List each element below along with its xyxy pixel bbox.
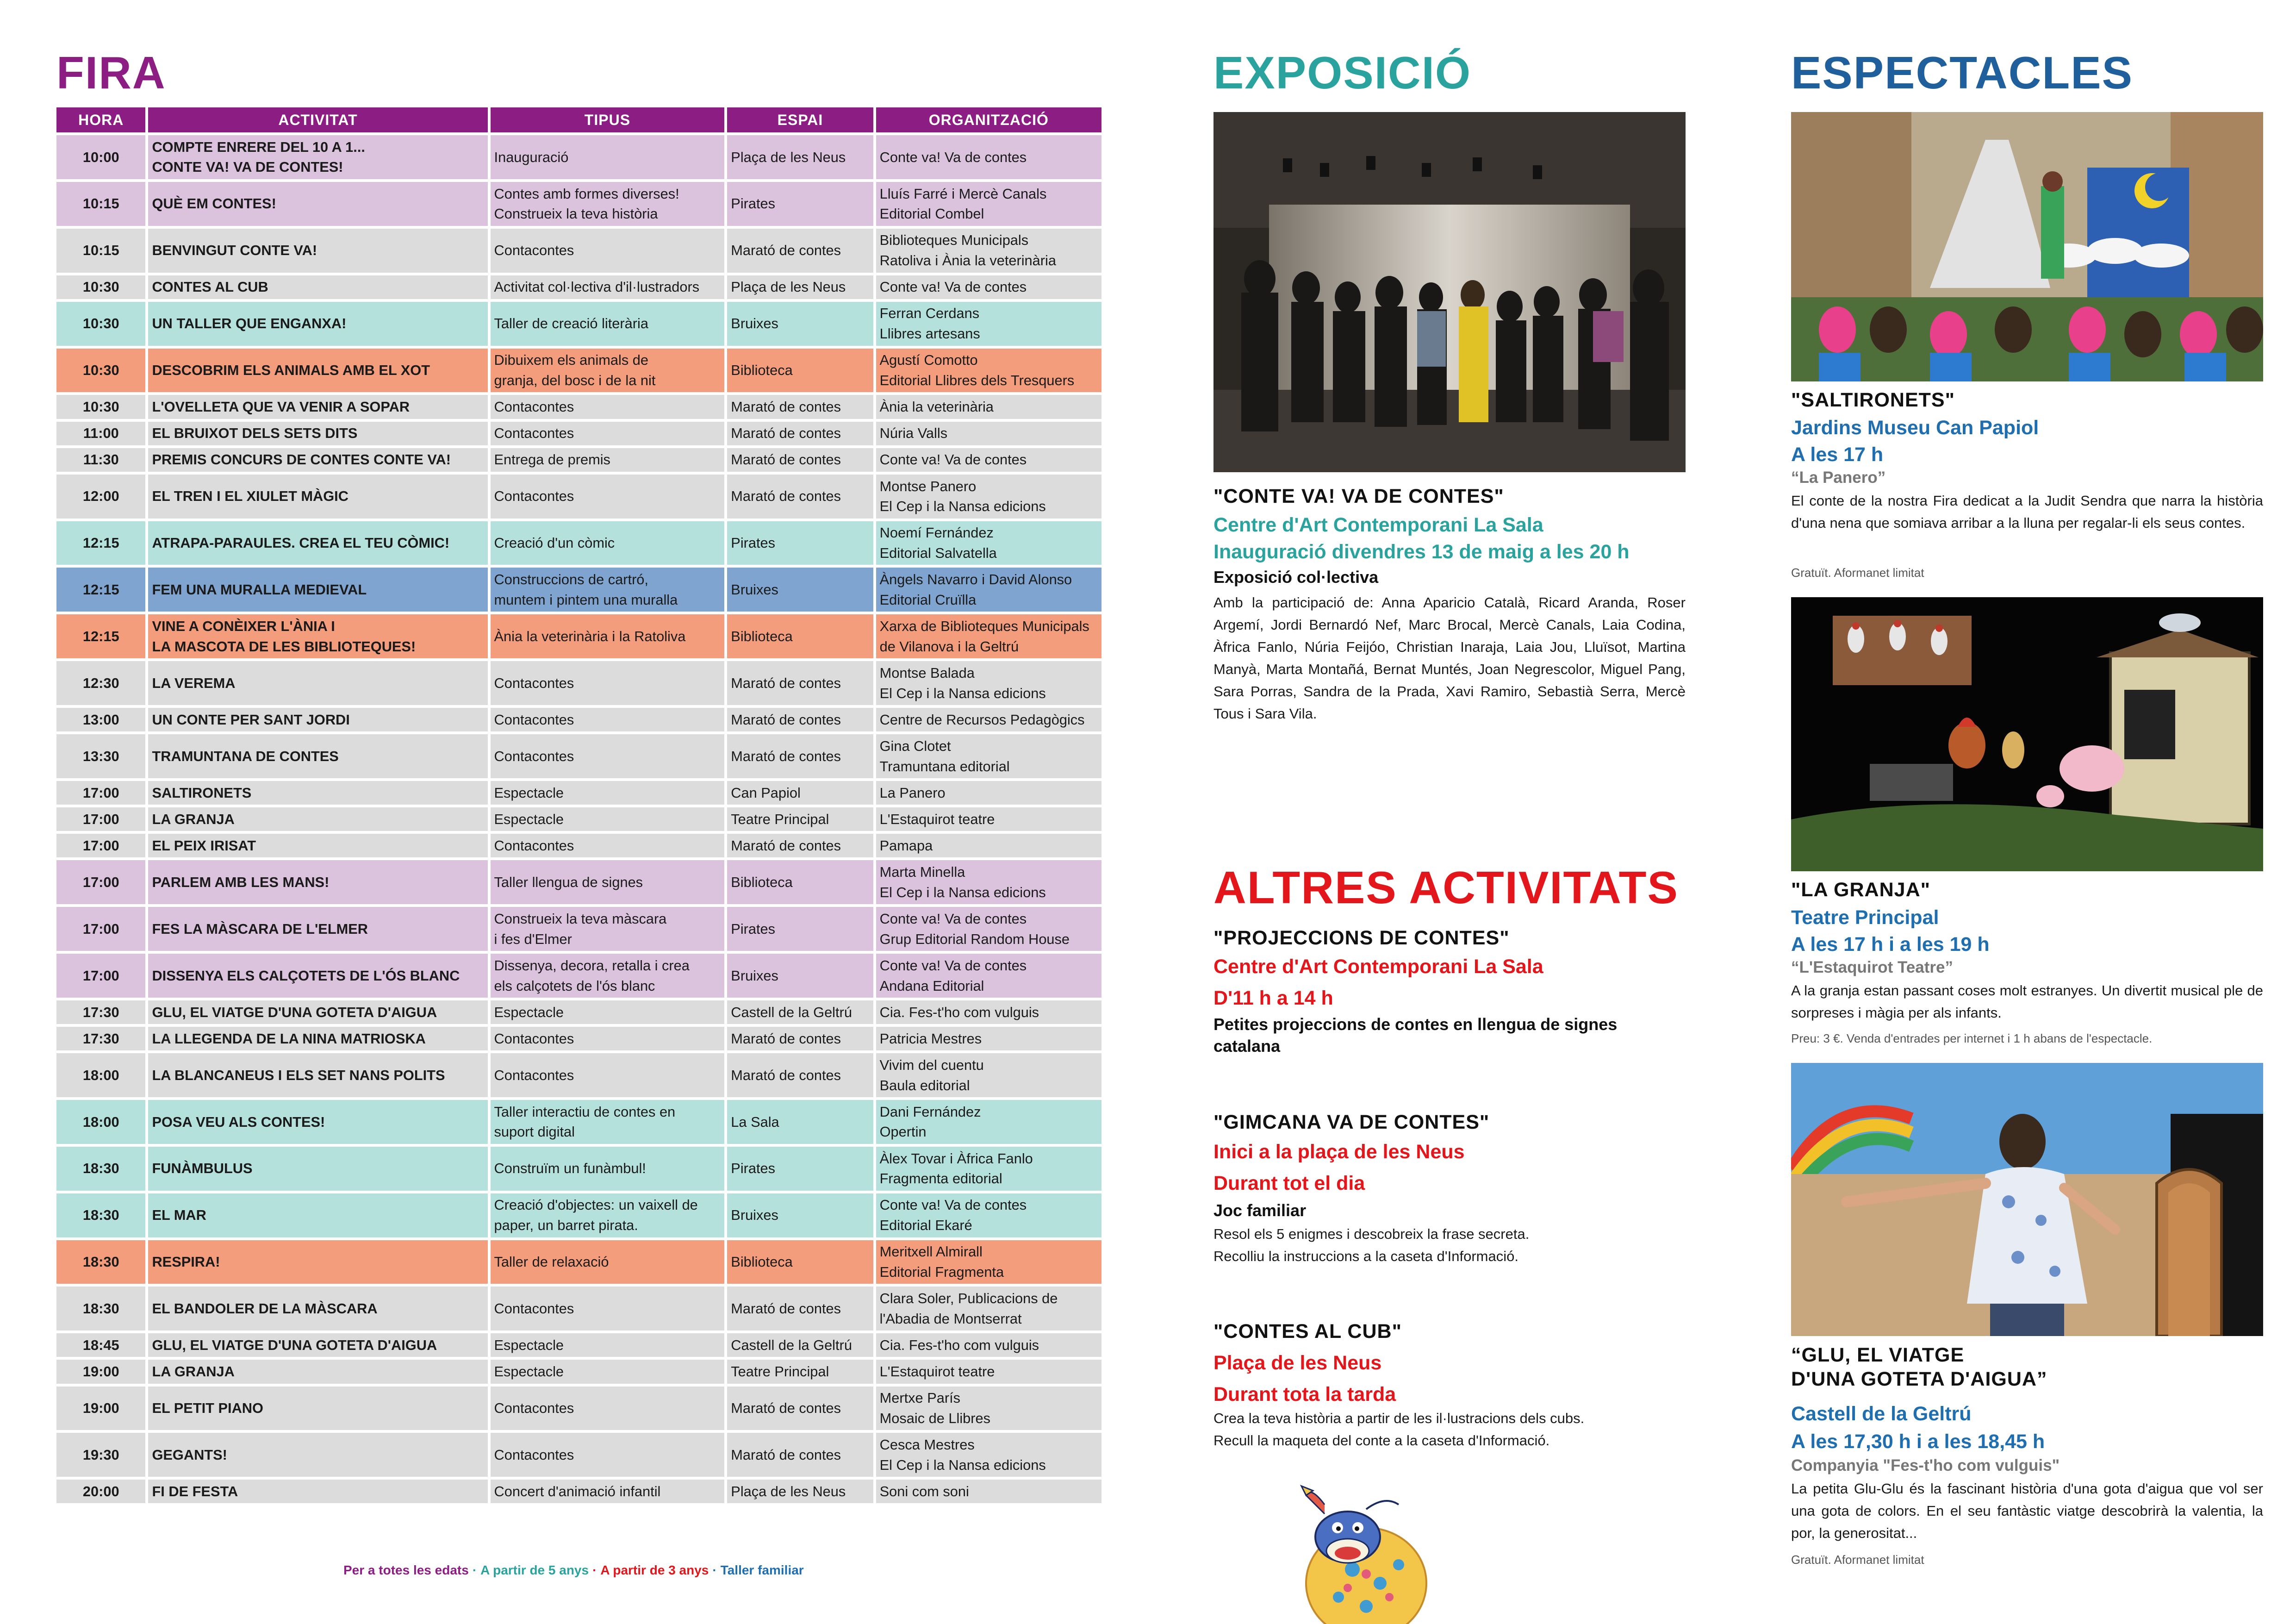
schedule-tipus: Concert d'animació infantil — [491, 1480, 725, 1503]
schedule-tipus: Espectacle — [491, 1000, 725, 1024]
schedule-hora: 18:30 — [56, 1240, 145, 1284]
age-legend — [343, 1563, 808, 1578]
schedule-espai: Marató de contes — [727, 661, 873, 705]
schedule-tipus: Contacontes — [491, 708, 725, 731]
altres-item-time: D'11 h a 14 h — [1213, 987, 1333, 1009]
schedule-organitzacio: Cia. Fes-t'ho com vulguis — [876, 1000, 1101, 1024]
schedule-row — [56, 734, 1101, 778]
schedule-tipus: Contacontes — [491, 229, 725, 273]
schedule-header-row — [56, 107, 1101, 132]
schedule-organitzacio: Montse Panero El Cep i la Nansa edicions — [876, 475, 1101, 518]
legend-item: A partir de 5 anys — [480, 1563, 589, 1577]
schedule-row — [56, 614, 1101, 658]
schedule-espai: Marató de contes — [727, 1433, 873, 1477]
altres-item-title: "PROJECCIONS DE CONTES" — [1213, 927, 1510, 949]
espectacle-place: Teatre Principal — [1791, 906, 1939, 929]
legend-item: Per a totes les edats — [343, 1563, 469, 1577]
altres-item-body: Crea la teva història a partir de les il·lustracions dels cubs. Recull la maqueta del conte a la caseta d'Informació. — [1213, 1410, 1585, 1449]
schedule-tipus: Entrega de premis — [491, 448, 725, 472]
schedule-tipus: Contacontes — [491, 1027, 725, 1050]
schedule-organitzacio: Noemí Fernández Editorial Salvatella — [876, 521, 1101, 565]
schedule-espai: Marató de contes — [727, 1027, 873, 1050]
schedule-hora: 17:00 — [56, 807, 145, 831]
schedule-row — [56, 860, 1101, 904]
schedule-espai: Bruixes — [727, 954, 873, 998]
schedule-espai: Biblioteca — [727, 349, 873, 393]
schedule-hora: 18:30 — [56, 1147, 145, 1191]
schedule-tipus: Contacontes — [491, 1287, 725, 1330]
schedule-espai: Marató de contes — [727, 708, 873, 731]
schedule-activitat: UN TALLER QUE ENGANXA! — [148, 302, 487, 346]
espectacle-note: Preu: 3 €. Venda d'entrades per internet i 1 h abans de l'espectacle. — [1791, 1031, 2153, 1045]
schedule-activitat: PARLEM AMB LES MANS! — [148, 860, 487, 904]
cartoon-creature-illustration — [1297, 1477, 1436, 1624]
schedule-activitat: EL PEIX IRISAT — [148, 834, 487, 857]
espectacle-body: El conte de la nostra Fira dedicat a la Judit Sendra que narra la història d'una nena que somiava arribar a la lluna per regalar-li els seus contes. — [1791, 493, 2263, 531]
schedule-activitat: VINE A CONÈIXER L'ÀNIA I LA MASCOTA DE LES BIBLIOTEQUES! — [148, 614, 487, 658]
schedule-row — [56, 708, 1101, 731]
schedule-organitzacio: Patricia Mestres — [876, 1027, 1101, 1050]
header-hora: HORA — [56, 107, 145, 132]
schedule-activitat: LA BLANCANEUS I ELS SET NANS POLITS — [148, 1053, 487, 1097]
schedule-tipus: Construeix la teva màscara i fes d'Elmer — [491, 907, 725, 951]
altres-title: ALTRES ACTIVITATS — [1213, 862, 1679, 913]
schedule-row — [56, 422, 1101, 445]
schedule-organitzacio: Ània la veterinària — [876, 395, 1101, 418]
schedule-hora: 18:30 — [56, 1287, 145, 1330]
schedule-organitzacio: Clara Soler, Publicacions de l'Abadia de Montserrat — [876, 1287, 1101, 1330]
schedule-hora: 10:30 — [56, 275, 145, 299]
schedule-organitzacio: Xarxa de Biblioteques Municipals de Vilanova i la Geltrú — [876, 614, 1101, 658]
schedule-espai: Pirates — [727, 521, 873, 565]
schedule-row — [56, 1360, 1101, 1383]
schedule-tipus: Contacontes — [491, 734, 725, 778]
schedule-organitzacio: Marta Minella El Cep i la Nansa edicions — [876, 860, 1101, 904]
espectacle-company: “La Panero” — [1791, 468, 1886, 487]
expo-subtitle: Exposició col·lectiva — [1213, 568, 1379, 587]
schedule-row — [56, 1193, 1101, 1237]
schedule-organitzacio: Meritxell Almirall Editorial Fragmenta — [876, 1240, 1101, 1284]
header-organitzacio: ORGANITZACIÓ — [876, 107, 1101, 132]
espectacle-note: Gratuït. Aformanet limitat — [1791, 566, 1924, 580]
espectacle-company: Companyia "Fes-t'ho com vulguis" — [1791, 1456, 2060, 1474]
schedule-row — [56, 1147, 1101, 1191]
schedule-activitat: L'OVELLETA QUE VA VENIR A SOPAR — [148, 395, 487, 418]
schedule-row — [56, 395, 1101, 418]
schedule-activitat: POSA VEU ALS CONTES! — [148, 1100, 487, 1144]
schedule-hora: 17:30 — [56, 1027, 145, 1050]
schedule-organitzacio: Mertxe París Mosaic de Llibres — [876, 1387, 1101, 1430]
schedule-tipus: Creació d'objectes: un vaixell de paper, un barret pirata. — [491, 1193, 725, 1237]
schedule-hora: 12:15 — [56, 521, 145, 565]
schedule-hora: 17:00 — [56, 834, 145, 857]
schedule-hora: 10:30 — [56, 349, 145, 393]
header-espai: ESPAI — [727, 107, 873, 132]
schedule-organitzacio: Biblioteques Municipals Ratoliva i Ània la veterinària — [876, 229, 1101, 273]
schedule-organitzacio: Gina Clotet Tramuntana editorial — [876, 734, 1101, 778]
schedule-activitat: LA GRANJA — [148, 807, 487, 831]
schedule-hora: 12:15 — [56, 614, 145, 658]
schedule-table — [54, 105, 1104, 1506]
schedule-row — [56, 275, 1101, 299]
schedule-row — [56, 1433, 1101, 1477]
schedule-activitat: LA VEREMA — [148, 661, 487, 705]
schedule-hora: 13:30 — [56, 734, 145, 778]
schedule-tipus: Activitat col·lectiva d'il·lustradors — [491, 275, 725, 299]
schedule-espai: Pirates — [727, 182, 873, 226]
schedule-tipus: Construïm un funàmbul! — [491, 1147, 725, 1191]
schedule-espai: Marató de contes — [727, 229, 873, 273]
schedule-hora: 13:00 — [56, 708, 145, 731]
schedule-hora: 17:30 — [56, 1000, 145, 1024]
schedule-activitat: FI DE FESTA — [148, 1480, 487, 1503]
schedule-tipus: Contacontes — [491, 1053, 725, 1097]
schedule-row — [56, 1387, 1101, 1430]
schedule-activitat: UN CONTE PER SANT JORDI — [148, 708, 487, 731]
schedule-hora: 11:30 — [56, 448, 145, 472]
schedule-activitat: FEM UNA MURALLA MEDIEVAL — [148, 568, 487, 612]
schedule-activitat: RESPIRA! — [148, 1240, 487, 1284]
schedule-activitat: PREMIS CONCURS DE CONTES CONTE VA! — [148, 448, 487, 472]
schedule-hora: 10:30 — [56, 302, 145, 346]
espectacle-time: A les 17,30 h i a les 18,45 h — [1791, 1430, 2045, 1453]
schedule-organitzacio: Lluís Farré i Mercè Canals Editorial Combel — [876, 182, 1101, 226]
schedule-espai: Marató de contes — [727, 1287, 873, 1330]
schedule-tipus: Taller de relaxació — [491, 1240, 725, 1284]
schedule-espai: Marató de contes — [727, 1387, 873, 1430]
schedule-organitzacio: L'Estaquirot teatre — [876, 1360, 1101, 1383]
legend-separator: · — [472, 1563, 477, 1577]
schedule-activitat: EL TREN I EL XIULET MÀGIC — [148, 475, 487, 518]
schedule-tipus: Inauguració — [491, 135, 725, 179]
schedule-activitat: LA LLEGENDA DE LA NINA MATRIOSKA — [148, 1027, 487, 1050]
schedule-row — [56, 1333, 1101, 1357]
schedule-activitat: CONTES AL CUB — [148, 275, 487, 299]
espectacle-note: Gratuït. Aformanet limitat — [1791, 1553, 1924, 1567]
schedule-row — [56, 135, 1101, 179]
legend-separator: · — [712, 1563, 717, 1577]
schedule-organitzacio: Pamapa — [876, 834, 1101, 857]
schedule-hora: 11:00 — [56, 422, 145, 445]
schedule-row — [56, 475, 1101, 518]
espectacle-title: “GLU, EL VIATGE D'UNA GOTETA D'AIGUA” — [1791, 1344, 2047, 1390]
expo-date: Inauguració divendres 13 de maig a les 20 h — [1213, 541, 1630, 563]
schedule-row — [56, 1027, 1101, 1050]
schedule-hora: 12:00 — [56, 475, 145, 518]
schedule-activitat: EL PETIT PIANO — [148, 1387, 487, 1430]
schedule-row — [56, 907, 1101, 951]
schedule-tipus: Contes amb formes diverses! Construeix la teva història — [491, 182, 725, 226]
schedule-espai: Marató de contes — [727, 475, 873, 518]
schedule-organitzacio: Conte va! Va de contes — [876, 275, 1101, 299]
schedule-hora: 10:30 — [56, 395, 145, 418]
schedule-row — [56, 1000, 1101, 1024]
schedule-espai: Can Papiol — [727, 781, 873, 805]
expo-body: Amb la participació de: Anna Aparicio Català, Ricard Aranda, Roser Argemí, Jordi Bernardó Nef, Marc Brocal, Mercè Canals, Laia Codina, Àfrica Fanlo, Núria Feijóo, Christian Inaraja, Laia Jou, Lluïsot, Martina Manyà, Marta Montañá, Bernat Muntés, Joan Negrescolor, Miguel Pang, Sara Porras, Sandra de la Prada, Xavi Ramiro, Sebastià Serra, Mercè Tous i Sara Vila. — [1213, 594, 1686, 722]
schedule-espai: Biblioteca — [727, 614, 873, 658]
espectacle-title: "SALTIRONETS" — [1791, 389, 1955, 411]
schedule-hora: 18:30 — [56, 1193, 145, 1237]
schedule-tipus: Contacontes — [491, 661, 725, 705]
schedule-tipus: Contacontes — [491, 1433, 725, 1477]
schedule-tipus: Contacontes — [491, 834, 725, 857]
schedule-row — [56, 182, 1101, 226]
espectacle-place: Jardins Museu Can Papiol — [1791, 417, 2039, 439]
storyteller-performance-photo — [1791, 1063, 2263, 1336]
schedule-tipus: Contacontes — [491, 422, 725, 445]
schedule-row — [56, 568, 1101, 612]
schedule-organitzacio: Conte va! Va de contes Andana Editorial — [876, 954, 1101, 998]
schedule-hora: 12:15 — [56, 568, 145, 612]
schedule-organitzacio: Conte va! Va de contes — [876, 448, 1101, 472]
schedule-row — [56, 1100, 1101, 1144]
garden-puppet-show-photo — [1791, 112, 2263, 381]
schedule-activitat: GLU, EL VIATGE D'UNA GOTETA D'AIGUA — [148, 1333, 487, 1357]
schedule-hora: 19:00 — [56, 1360, 145, 1383]
schedule-organitzacio: Cia. Fes-t'ho com vulguis — [876, 1333, 1101, 1357]
schedule-organitzacio: Dani Fernández Opertin — [876, 1100, 1101, 1144]
schedule-espai: Castell de la Geltrú — [727, 1000, 873, 1024]
schedule-tipus: Espectacle — [491, 781, 725, 805]
schedule-hora: 17:00 — [56, 860, 145, 904]
schedule-organitzacio: Núria Valls — [876, 422, 1101, 445]
schedule-hora: 19:00 — [56, 1387, 145, 1430]
schedule-espai: Pirates — [727, 1147, 873, 1191]
schedule-espai: Plaça de les Neus — [727, 275, 873, 299]
schedule-hora: 10:15 — [56, 229, 145, 273]
schedule-organitzacio: Agustí Comotto Editorial Llibres dels Tresquers — [876, 349, 1101, 393]
schedule-row — [56, 302, 1101, 346]
espectacle-place: Castell de la Geltrú — [1791, 1403, 1972, 1425]
schedule-espai: Bruixes — [727, 1193, 873, 1237]
schedule-espai: Pirates — [727, 907, 873, 951]
schedule-tipus: Contacontes — [491, 395, 725, 418]
schedule-tipus: Taller de creació literària — [491, 302, 725, 346]
schedule-activitat: LA GRANJA — [148, 1360, 487, 1383]
schedule-organitzacio: L'Estaquirot teatre — [876, 807, 1101, 831]
schedule-activitat: SALTIRONETS — [148, 781, 487, 805]
schedule-tipus: Espectacle — [491, 1333, 725, 1357]
espectacle-time: A les 17 h i a les 19 h — [1791, 933, 1990, 956]
schedule-tipus: Contacontes — [491, 475, 725, 518]
header-tipus: TIPUS — [491, 107, 725, 132]
schedule-activitat: QUÈ EM CONTES! — [148, 182, 487, 226]
schedule-row — [56, 781, 1101, 805]
schedule-tipus: Contacontes — [491, 1387, 725, 1430]
schedule-hora: 18:45 — [56, 1333, 145, 1357]
schedule-hora: 17:00 — [56, 954, 145, 998]
schedule-activitat: TRAMUNTANA DE CONTES — [148, 734, 487, 778]
espectacle-time: A les 17 h — [1791, 443, 1884, 466]
espectacle-title: "LA GRANJA" — [1791, 879, 1931, 901]
schedule-organitzacio: Centre de Recursos Pedagògics — [876, 708, 1101, 731]
schedule-activitat: GLU, EL VIATGE D'UNA GOTETA D'AIGUA — [148, 1000, 487, 1024]
schedule-row — [56, 834, 1101, 857]
gallery-visitors-photo — [1213, 112, 1686, 472]
schedule-tipus: Construccions de cartró, muntem i pintem una muralla — [491, 568, 725, 612]
schedule-organitzacio: La Panero — [876, 781, 1101, 805]
schedule-espai: Bruixes — [727, 568, 873, 612]
expo-item-title: "CONTE VA! VA DE CONTES" — [1213, 485, 1504, 507]
schedule-tipus: Dissenya, decora, retalla i crea els calçotets de l'ós blanc — [491, 954, 725, 998]
schedule-activitat: EL MAR — [148, 1193, 487, 1237]
schedule-activitat: EL BANDOLER DE LA MÀSCARA — [148, 1287, 487, 1330]
espectacles-title: ESPECTACLES — [1791, 47, 2133, 98]
schedule-espai: Marató de contes — [727, 448, 873, 472]
schedule-activitat: FUNÀMBULUS — [148, 1147, 487, 1191]
schedule-activitat: GEGANTS! — [148, 1433, 487, 1477]
schedule-row — [56, 661, 1101, 705]
schedule-activitat: EL BRUIXOT DELS SETS DITS — [148, 422, 487, 445]
schedule-espai: Biblioteca — [727, 1240, 873, 1284]
schedule-organitzacio: Soni com soni — [876, 1480, 1101, 1503]
schedule-tipus: Taller interactiu de contes en suport digital — [491, 1100, 725, 1144]
farm-puppet-theatre-photo — [1791, 597, 2263, 871]
schedule-row — [56, 448, 1101, 472]
fira-title: FIRA — [56, 47, 166, 98]
legend-separator: · — [592, 1563, 597, 1577]
schedule-tipus: Ània la veterinària i la Ratoliva — [491, 614, 725, 658]
schedule-hora: 18:00 — [56, 1053, 145, 1097]
espectacle-body: A la granja estan passant coses molt estranyes. Un divertit musical ple de sorpreses i màgia per als infants. — [1791, 982, 2263, 1021]
schedule-row — [56, 1480, 1101, 1503]
schedule-espai: Marató de contes — [727, 422, 873, 445]
schedule-espai: Marató de contes — [727, 1053, 873, 1097]
legend-item: Taller familiar — [720, 1563, 804, 1577]
schedule-row — [56, 954, 1101, 998]
schedule-organitzacio: Conte va! Va de contes — [876, 135, 1101, 179]
altres-item-title: "GIMCANA VA DE CONTES" — [1213, 1111, 1490, 1133]
altres-item-desc: Petites projeccions de contes en llengua de signes catalana — [1213, 1015, 1618, 1056]
schedule-hora: 10:00 — [56, 135, 145, 179]
schedule-row — [56, 521, 1101, 565]
schedule-row — [56, 1287, 1101, 1330]
schedule-hora: 17:00 — [56, 781, 145, 805]
schedule-organitzacio: Montse Balada El Cep i la Nansa edicions — [876, 661, 1101, 705]
schedule-activitat: COMPTE ENRERE DEL 10 A 1... CONTE VA! VA DE CONTES! — [148, 135, 487, 179]
schedule-activitat: BENVINGUT CONTE VA! — [148, 229, 487, 273]
schedule-hora: 12:30 — [56, 661, 145, 705]
expo-place: Centre d'Art Contemporani La Sala — [1213, 514, 1543, 536]
altres-item-desc: Joc familiar — [1213, 1201, 1307, 1220]
schedule-espai: Plaça de les Neus — [727, 1480, 873, 1503]
schedule-hora: 17:00 — [56, 907, 145, 951]
schedule-espai: Bruixes — [727, 302, 873, 346]
schedule-hora: 10:15 — [56, 182, 145, 226]
espectacle-body: La petita Glu-Glu és la fascinant història d'una gota d'aigua que vol ser una gota de colors. En el seu fantàstic viatge descobrirà la valentia, la por, la generositat... — [1791, 1480, 2263, 1542]
espectacle-company: “L'Estaquirot Teatre” — [1791, 958, 1953, 976]
schedule-organitzacio: Conte va! Va de contes Grup Editorial Random House — [876, 907, 1101, 951]
schedule-espai: Biblioteca — [727, 860, 873, 904]
schedule-organitzacio: Vivim del cuentu Baula editorial — [876, 1053, 1101, 1097]
schedule-tipus: Taller llengua de signes — [491, 860, 725, 904]
schedule-espai: Marató de contes — [727, 734, 873, 778]
altres-item-time: Durant tot el dia — [1213, 1172, 1365, 1194]
schedule-tipus: Creació d'un còmic — [491, 521, 725, 565]
schedule-activitat: DESCOBRIM ELS ANIMALS AMB EL XOT — [148, 349, 487, 393]
schedule-espai: Teatre Principal — [727, 1360, 873, 1383]
schedule-organitzacio: Ferran Cerdans Llibres artesans — [876, 302, 1101, 346]
schedule-espai: La Sala — [727, 1100, 873, 1144]
schedule-hora: 19:30 — [56, 1433, 145, 1477]
schedule-organitzacio: Àngels Navarro i David Alonso Editorial Cruïlla — [876, 568, 1101, 612]
schedule-organitzacio: Conte va! Va de contes Editorial Ekaré — [876, 1193, 1101, 1237]
schedule-espai: Marató de contes — [727, 395, 873, 418]
schedule-body — [56, 135, 1101, 1503]
altres-item-time: Durant tota la tarda — [1213, 1383, 1396, 1405]
schedule-row — [56, 807, 1101, 831]
altres-item-place: Inici a la plaça de les Neus — [1213, 1141, 1465, 1163]
schedule-row — [56, 229, 1101, 273]
schedule-activitat: FES LA MÀSCARA DE L'ELMER — [148, 907, 487, 951]
header-activitat: ACTIVITAT — [148, 107, 487, 132]
altres-item-body: Resol els 5 enigmes i descobreix la frase secreta. Recolliu la instruccions a la caseta d'Informació. — [1213, 1226, 1530, 1265]
schedule-organitzacio: Àlex Tovar i Àfrica Fanlo Fragmenta editorial — [876, 1147, 1101, 1191]
schedule-tipus: Espectacle — [491, 1360, 725, 1383]
schedule-activitat: DISSENYA ELS CALÇOTETS DE L'ÓS BLANC — [148, 954, 487, 998]
schedule-hora: 20:00 — [56, 1480, 145, 1503]
altres-item-place: Plaça de les Neus — [1213, 1352, 1382, 1374]
schedule-espai: Castell de la Geltrú — [727, 1333, 873, 1357]
schedule-row — [56, 349, 1101, 393]
schedule-activitat: ATRAPA-PARAULES. CREA EL TEU CÒMIC! — [148, 521, 487, 565]
altres-item-place: Centre d'Art Contemporani La Sala — [1213, 956, 1543, 978]
legend-item: A partir de 3 anys — [600, 1563, 709, 1577]
schedule-row — [56, 1240, 1101, 1284]
exposicio-title: EXPOSICIÓ — [1213, 47, 1472, 98]
altres-item-title: "CONTES AL CUB" — [1213, 1320, 1402, 1343]
schedule-tipus: Dibuixem els animals de granja, del bosc i de la nit — [491, 349, 725, 393]
schedule-row — [56, 1053, 1101, 1097]
schedule-tipus: Espectacle — [491, 807, 725, 831]
schedule-espai: Teatre Principal — [727, 807, 873, 831]
schedule-hora: 18:00 — [56, 1100, 145, 1144]
schedule-espai: Marató de contes — [727, 834, 873, 857]
schedule-espai: Plaça de les Neus — [727, 135, 873, 179]
schedule-organitzacio: Cesca Mestres El Cep i la Nansa edicions — [876, 1433, 1101, 1477]
